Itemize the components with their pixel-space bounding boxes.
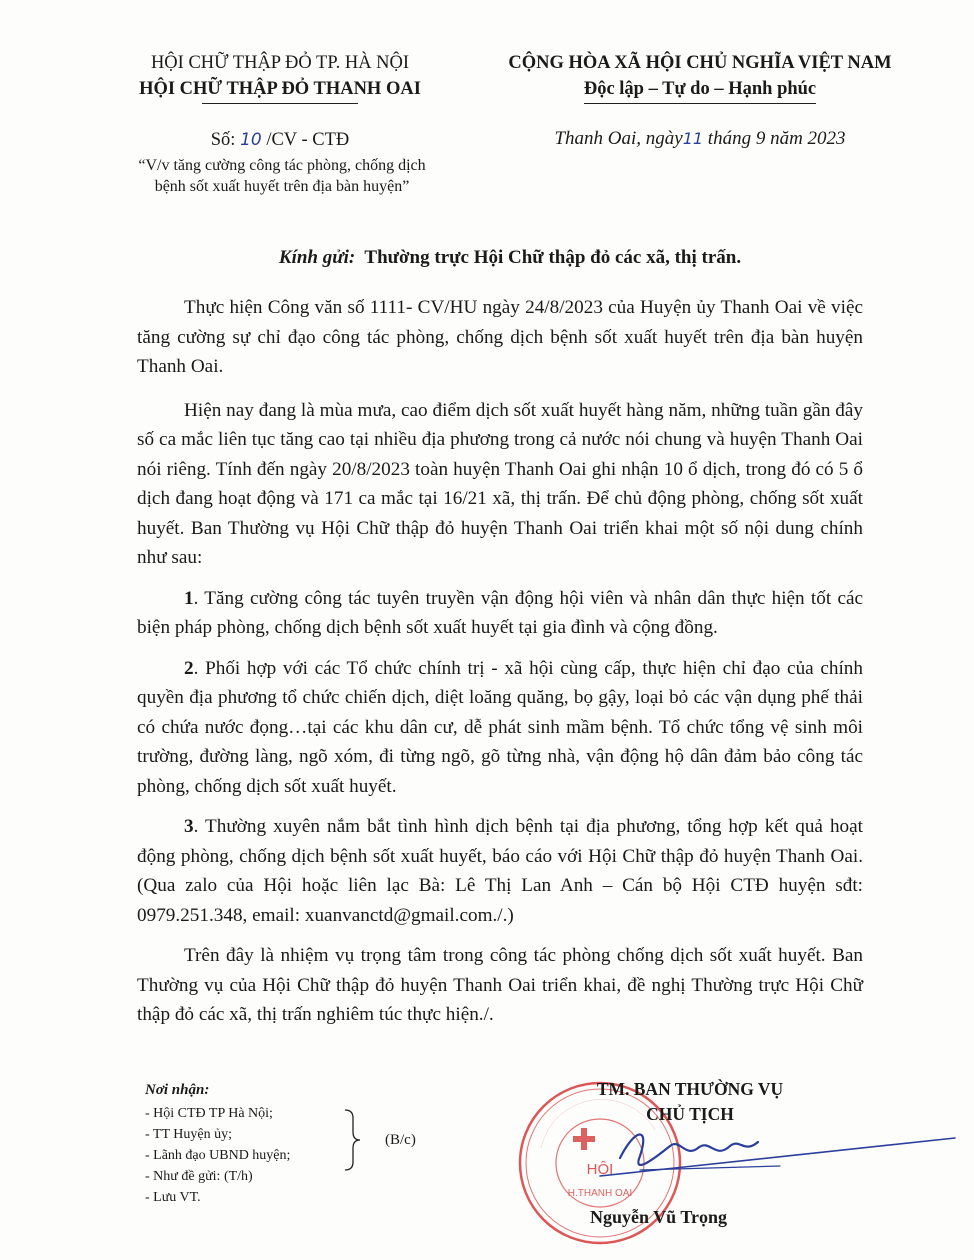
curly-brace-icon (341, 1108, 363, 1172)
list-item-3 (137, 812, 863, 930)
organization-header (100, 50, 460, 106)
signer-name: Nguyễn Vũ Trọng (590, 1207, 728, 1227)
paragraph-situation: Hiện nay đang là mùa mưa, cao điểm dịch sốt xuất huyết hàng năm, những tuần gần đây số ca mắc liên tục tăng cao tại nhiều địa phương trong cả nước nói chung và huyện Thanh Oai nói riêng. Tính đến ngày 20/8/2023 toàn huyện Thanh Oai ghi nhận 10 ổ dịch, trong đó có 5 ổ dịch đang hoạt động và 171 ca mắc tại 16/21 xã, thị trấn. Để chủ động phòng, chống sốt xuất huyết. Ban Thường vụ Hội Chữ thập đỏ huyện Thanh Oai triển khai một số nội dung chính như sau: (137, 399, 863, 568)
list-item-1 (137, 584, 863, 643)
recipient-item: - Hội CTĐ TP Hà Nội; (145, 1106, 273, 1121)
subject-line-1: “V/v tăng cường công tác phòng, chống dịch (138, 157, 426, 174)
item-1-text: . Tăng cường công tác tuyên truyền vận động hội viên và nhân dân thực hiện tốt các biện pháp phòng, chống dịch bệnh sốt xuất huyết tại gia đình và cộng đồng. (137, 587, 863, 638)
number-suffix: /CV - CTĐ (266, 130, 350, 150)
document-subject (96, 155, 468, 197)
recipient-item: - Lãnh đạo UBND huyện; (145, 1148, 291, 1163)
date-rest: tháng 9 năm 2023 (707, 128, 846, 149)
organization-name: HỘI CHỮ THẬP ĐỎ THANH OAI (139, 79, 421, 99)
number-handwritten: 10 (240, 130, 262, 150)
svg-text:H.THANH OAI: H.THANH OAI (567, 1188, 633, 1199)
date-place: Thanh Oai, ngày (554, 128, 683, 149)
paragraph-intro: Thực hiện Công văn số 1111- CV/HU ngày 24/8/2023 của Huyện ủy Thanh Oai về việc tăng cường sự chỉ đạo công tác phòng, chống dịch bệnh sốt xuất huyết trên địa bàn huyện Thanh Oai. (137, 297, 863, 377)
org-underline (100, 102, 460, 106)
recipients-bc-note: (B/c) (385, 1132, 416, 1148)
recipients-title: Nơi nhận: (145, 1082, 210, 1098)
handwritten-signature (580, 1118, 960, 1188)
recipient-item: - Lưu VT. (145, 1190, 201, 1205)
recipients-block (145, 1080, 475, 1208)
national-header (470, 50, 930, 104)
document-date (470, 128, 930, 150)
item-3-number: 3 (184, 816, 194, 837)
paragraph-closing: Trên đây là nhiệm vụ trọng tâm trong công tác phòng chống dịch sốt xuất huyết. Ban Thường vụ của Hội Chữ thập đỏ huyện Thanh Oai triển khai, đề nghị Thường trực Hội Chữ thập đỏ các xã, thị trấn nghiêm túc thực hiện./. (137, 945, 863, 1025)
signer-role-2: CHỦ TỊCH (646, 1104, 734, 1124)
national-motto: Độc lập – Tự do – Hạnh phúc (584, 76, 816, 104)
item-2-number: 2 (184, 657, 194, 679)
item-3-text: . Thường xuyên nắm bắt tình hình dịch bệnh tại địa phương, tổng hợp kết quả hoạt động phòng, chống dịch bệnh sốt xuất huyết, báo cáo với Hội Chữ thập đỏ huyện Thanh Oai. (Qua zalo của Hội hoặc liên lạc Bà: Lê Thị Lan Anh – Cán bộ Hội CTĐ huyện sđt: 0979.251.348, email: xuanvanctd@gmail.com./.) (137, 816, 863, 926)
number-prefix: Số: (210, 130, 236, 150)
list-item-2 (137, 654, 863, 802)
subject-line-2: bệnh sốt xuất huyết trên địa bàn huyện” (154, 178, 410, 195)
date-day-handwritten: 11 (682, 129, 704, 148)
recipient-item: - Như đề gửi: (T/h) (145, 1169, 253, 1184)
salutation-recipient: Thường trực Hội Chữ thập đỏ các xã, thị trấn. (364, 247, 742, 268)
recipient-item: - TT Huyện ủy; (145, 1127, 232, 1142)
parent-organization: HỘI CHỮ THẬP ĐỎ TP. HÀ NỘI (150, 53, 410, 73)
signer-role-1: TM. BAN THƯỜNG VỤ (596, 1079, 784, 1099)
country-name: CỘNG HÒA XÃ HỘI CHỦ NGHĨA VIỆT NAM (508, 53, 892, 73)
item-2-text: . Phối hợp với các Tổ chức chính trị - xã hội cùng cấp, thực hiện chỉ đạo của chính quyền địa phương tổ chức chiến dịch, diệt loăng quăng, bọ gậy, loại bỏ các vận dụng phế thải có chứa nước đọng…tại các khu dân cư, dễ phát sinh mầm bệnh. Tổ chức tổng vệ sinh môi trường, đường làng, ngõ xóm, đi từng ngõ, gõ từng nhà, vận động hộ dân đảm bảo công tác phòng, chống dịch sốt xuất huyết. (137, 657, 863, 797)
document-body (137, 293, 863, 1041)
svg-text:HỘI: HỘI (586, 1161, 614, 1178)
document-number (100, 130, 460, 151)
salutation-label: Kính gửi: (278, 247, 356, 268)
item-1-number: 1 (184, 587, 194, 609)
salutation (100, 247, 920, 269)
